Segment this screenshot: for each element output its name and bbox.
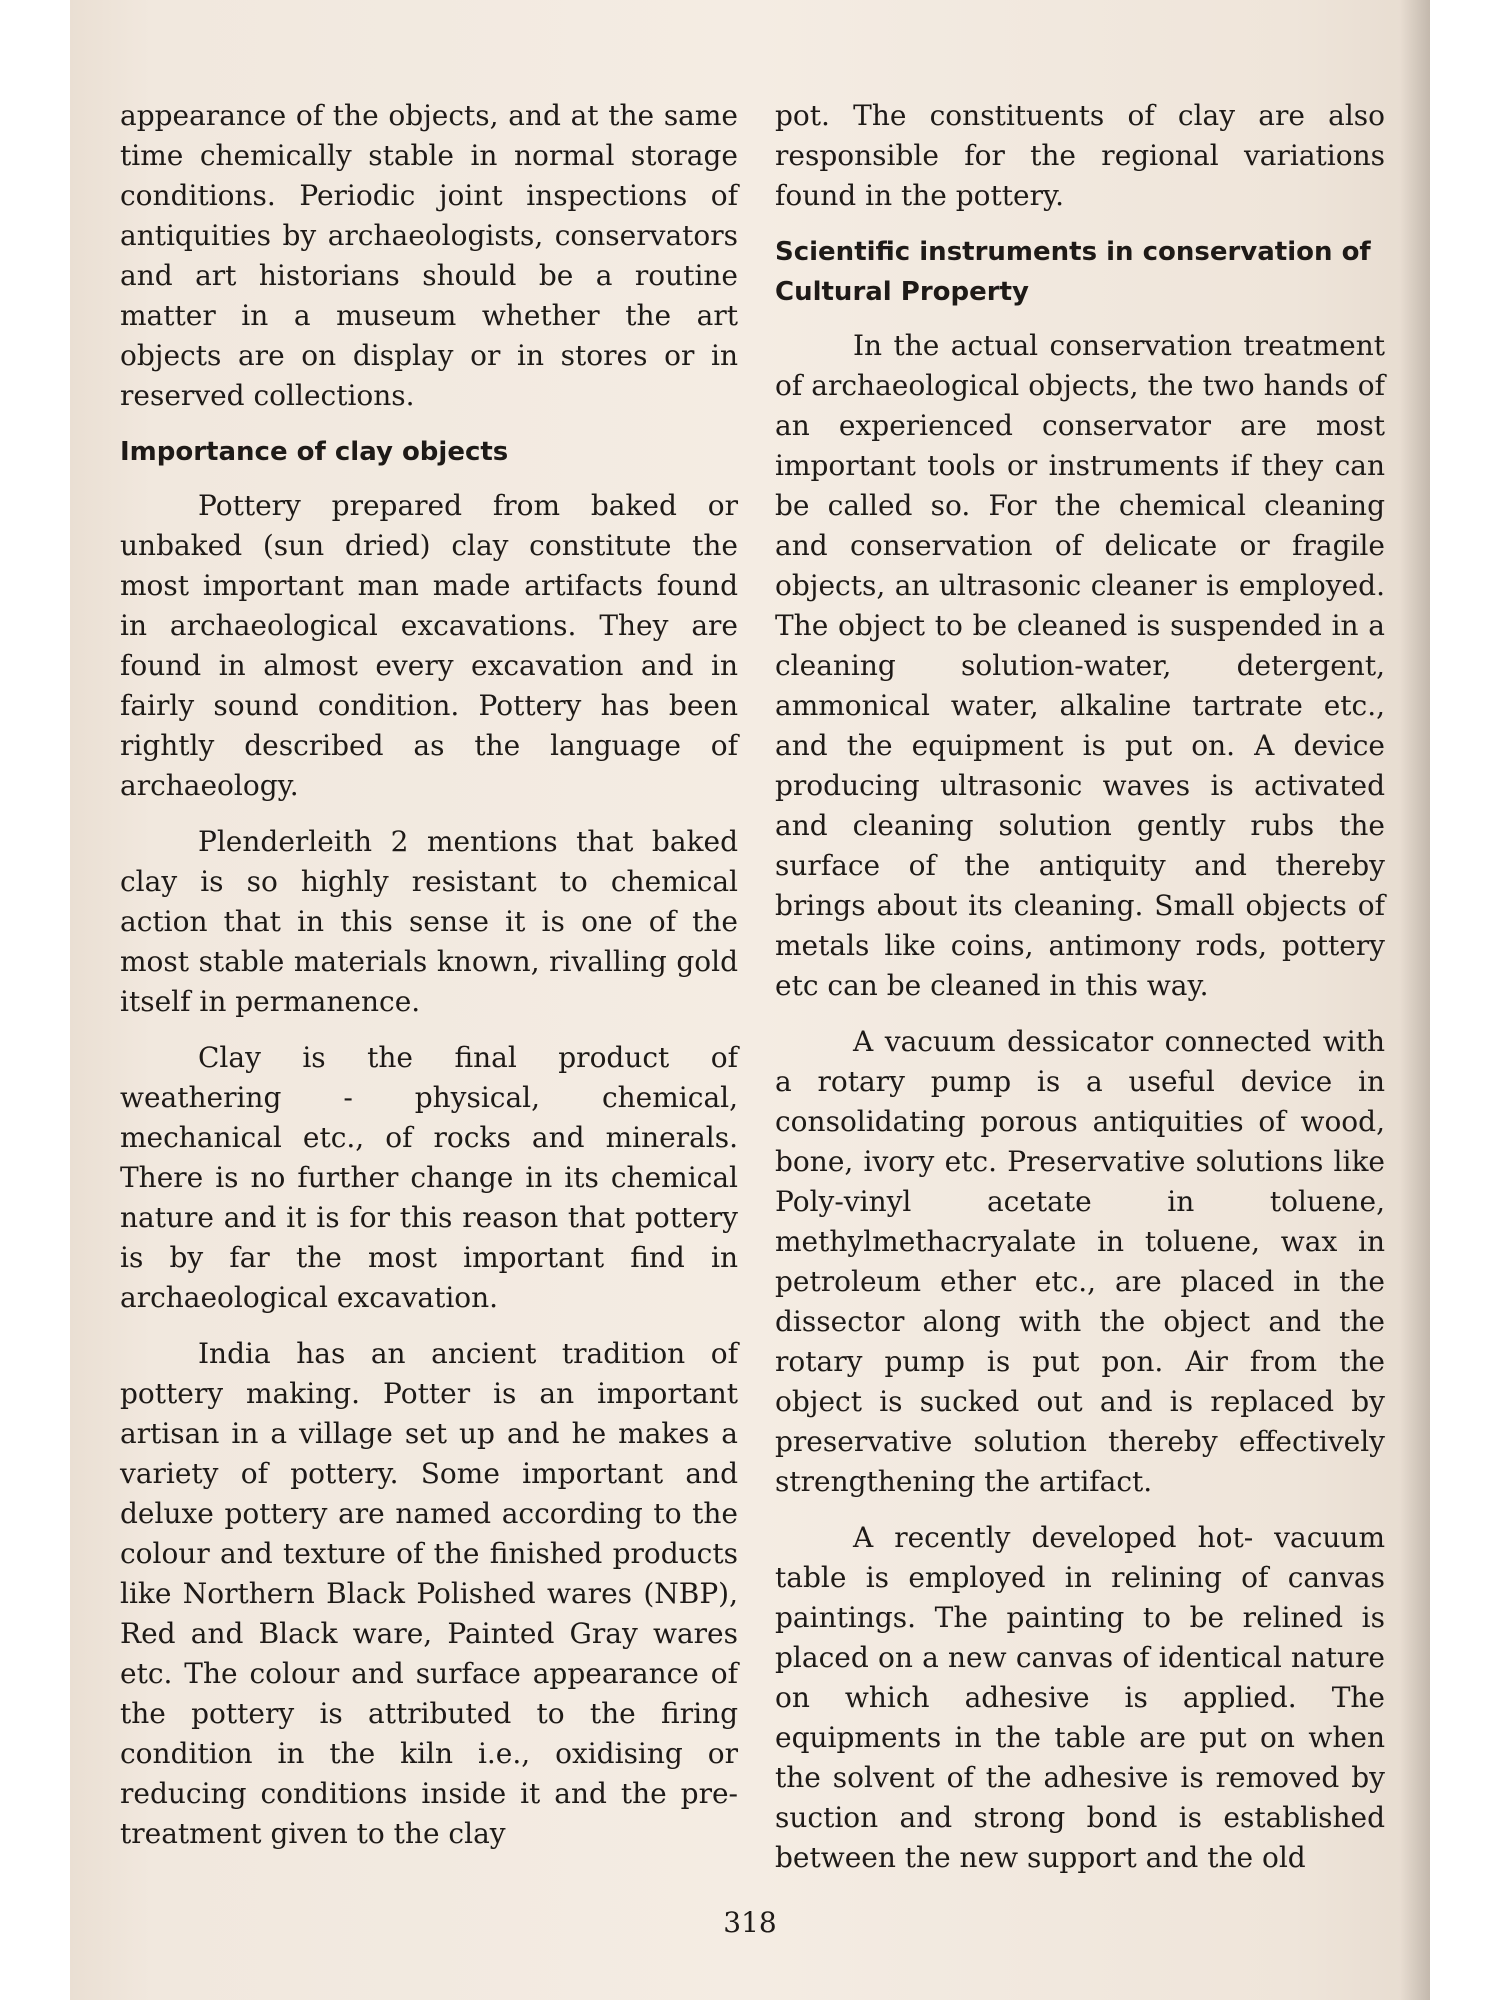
- paragraph: India has an ancient tradition of pottery making. Potter is an important artisan in a village set up and he makes a variety of pottery. Some important and deluxe pottery are named according to the colour and texture of the finished products like Northern Black Polished wares (NBP), Red and Black ware, Painted Gray wares etc. The colour and surface appearance of the pottery is attributed to the firing condition in the kiln i.e., oxidising or reducing conditions inside it and the pre-treatment given to the clay: [120, 1337, 738, 1850]
- paragraph: A recently developed hot- vacuum table is employed in relining of canvas paintings. The painting to be relined is placed on a new canvas of identical nature on which adhesive is applied. The equipments in the table are put on when the solvent of the adhesive is removed by suction and strong bond is established between the new support and the old: [775, 1521, 1385, 1874]
- book-page: [70, 0, 1430, 2000]
- paragraph: A vacuum dessicator connected with a rotary pump is a useful device in consolidating porous antiquities of wood, bone, ivory etc. Preservative solutions like Poly-vinyl acetate in toluene, methylmethacryalate in toluene, wax in petroleum ether etc., are placed in the dissector along with the object and the rotary pump is put pon. Air from the object is sucked out and is replaced by preservative solution thereby effectively strengthening the artifact.: [775, 1025, 1385, 1498]
- right-column: [775, 96, 1385, 1894]
- page-edge-shadow: [1400, 0, 1430, 2000]
- paragraph: pot. The constituents of clay are also responsible for the regional variations found in the pottery.: [775, 99, 1385, 212]
- paragraph: Pottery prepared from baked or unbaked (sun dried) clay constitute the most important man made artifacts found in archaeological excavations. They are found in almost every excavation and in fairly sound condition. Pottery has been rightly described as the language of archaeology.: [120, 489, 738, 802]
- left-column: [120, 96, 738, 1870]
- section-heading-clay-objects: Importance of clay objects: [120, 437, 509, 467]
- section-heading-scientific-instruments: Scientific instruments in conservation of Cultural Property: [775, 237, 1371, 307]
- paragraph: Plenderleith 2 mentions that baked clay is so highly resistant to chemical action that in this sense it is one of the most stable materials known, rivalling gold itself in permanence.: [120, 825, 738, 1018]
- paragraph: appearance of the objects, and at the same time chemically stable in normal storage conditions. Periodic joint inspections of antiquities by archaeologists, conservators and art historians should be a routine matter in a museum whether the art objects are on display or in stores or in reserved collections.: [120, 99, 738, 412]
- paragraph: Clay is the final product of weathering - physical, chemical, mechanical etc., of rocks and minerals. There is no further change in its chemical nature and it is for this reason that pottery is by far the most important find in archaeological excavation.: [120, 1041, 738, 1314]
- paragraph: In the actual conservation treatment of archaeological objects, the two hands of an experienced conservator are most important tools or instruments if they can be called so. For the chemical cleaning and conservation of delicate or fragile objects, an ultrasonic cleaner is employed. The object to be cleaned is suspended in a cleaning solution-water, detergent, ammonical water, alkaline tartrate etc., and the equipment is put on. A device producing ultrasonic waves is activated and cleaning solution gently rubs the surface of the antiquity and thereby brings about its cleaning. Small objects of metals like coins, antimony rods, pottery etc can be cleaned in this way.: [775, 329, 1385, 1002]
- page-number: 318: [723, 1906, 777, 1939]
